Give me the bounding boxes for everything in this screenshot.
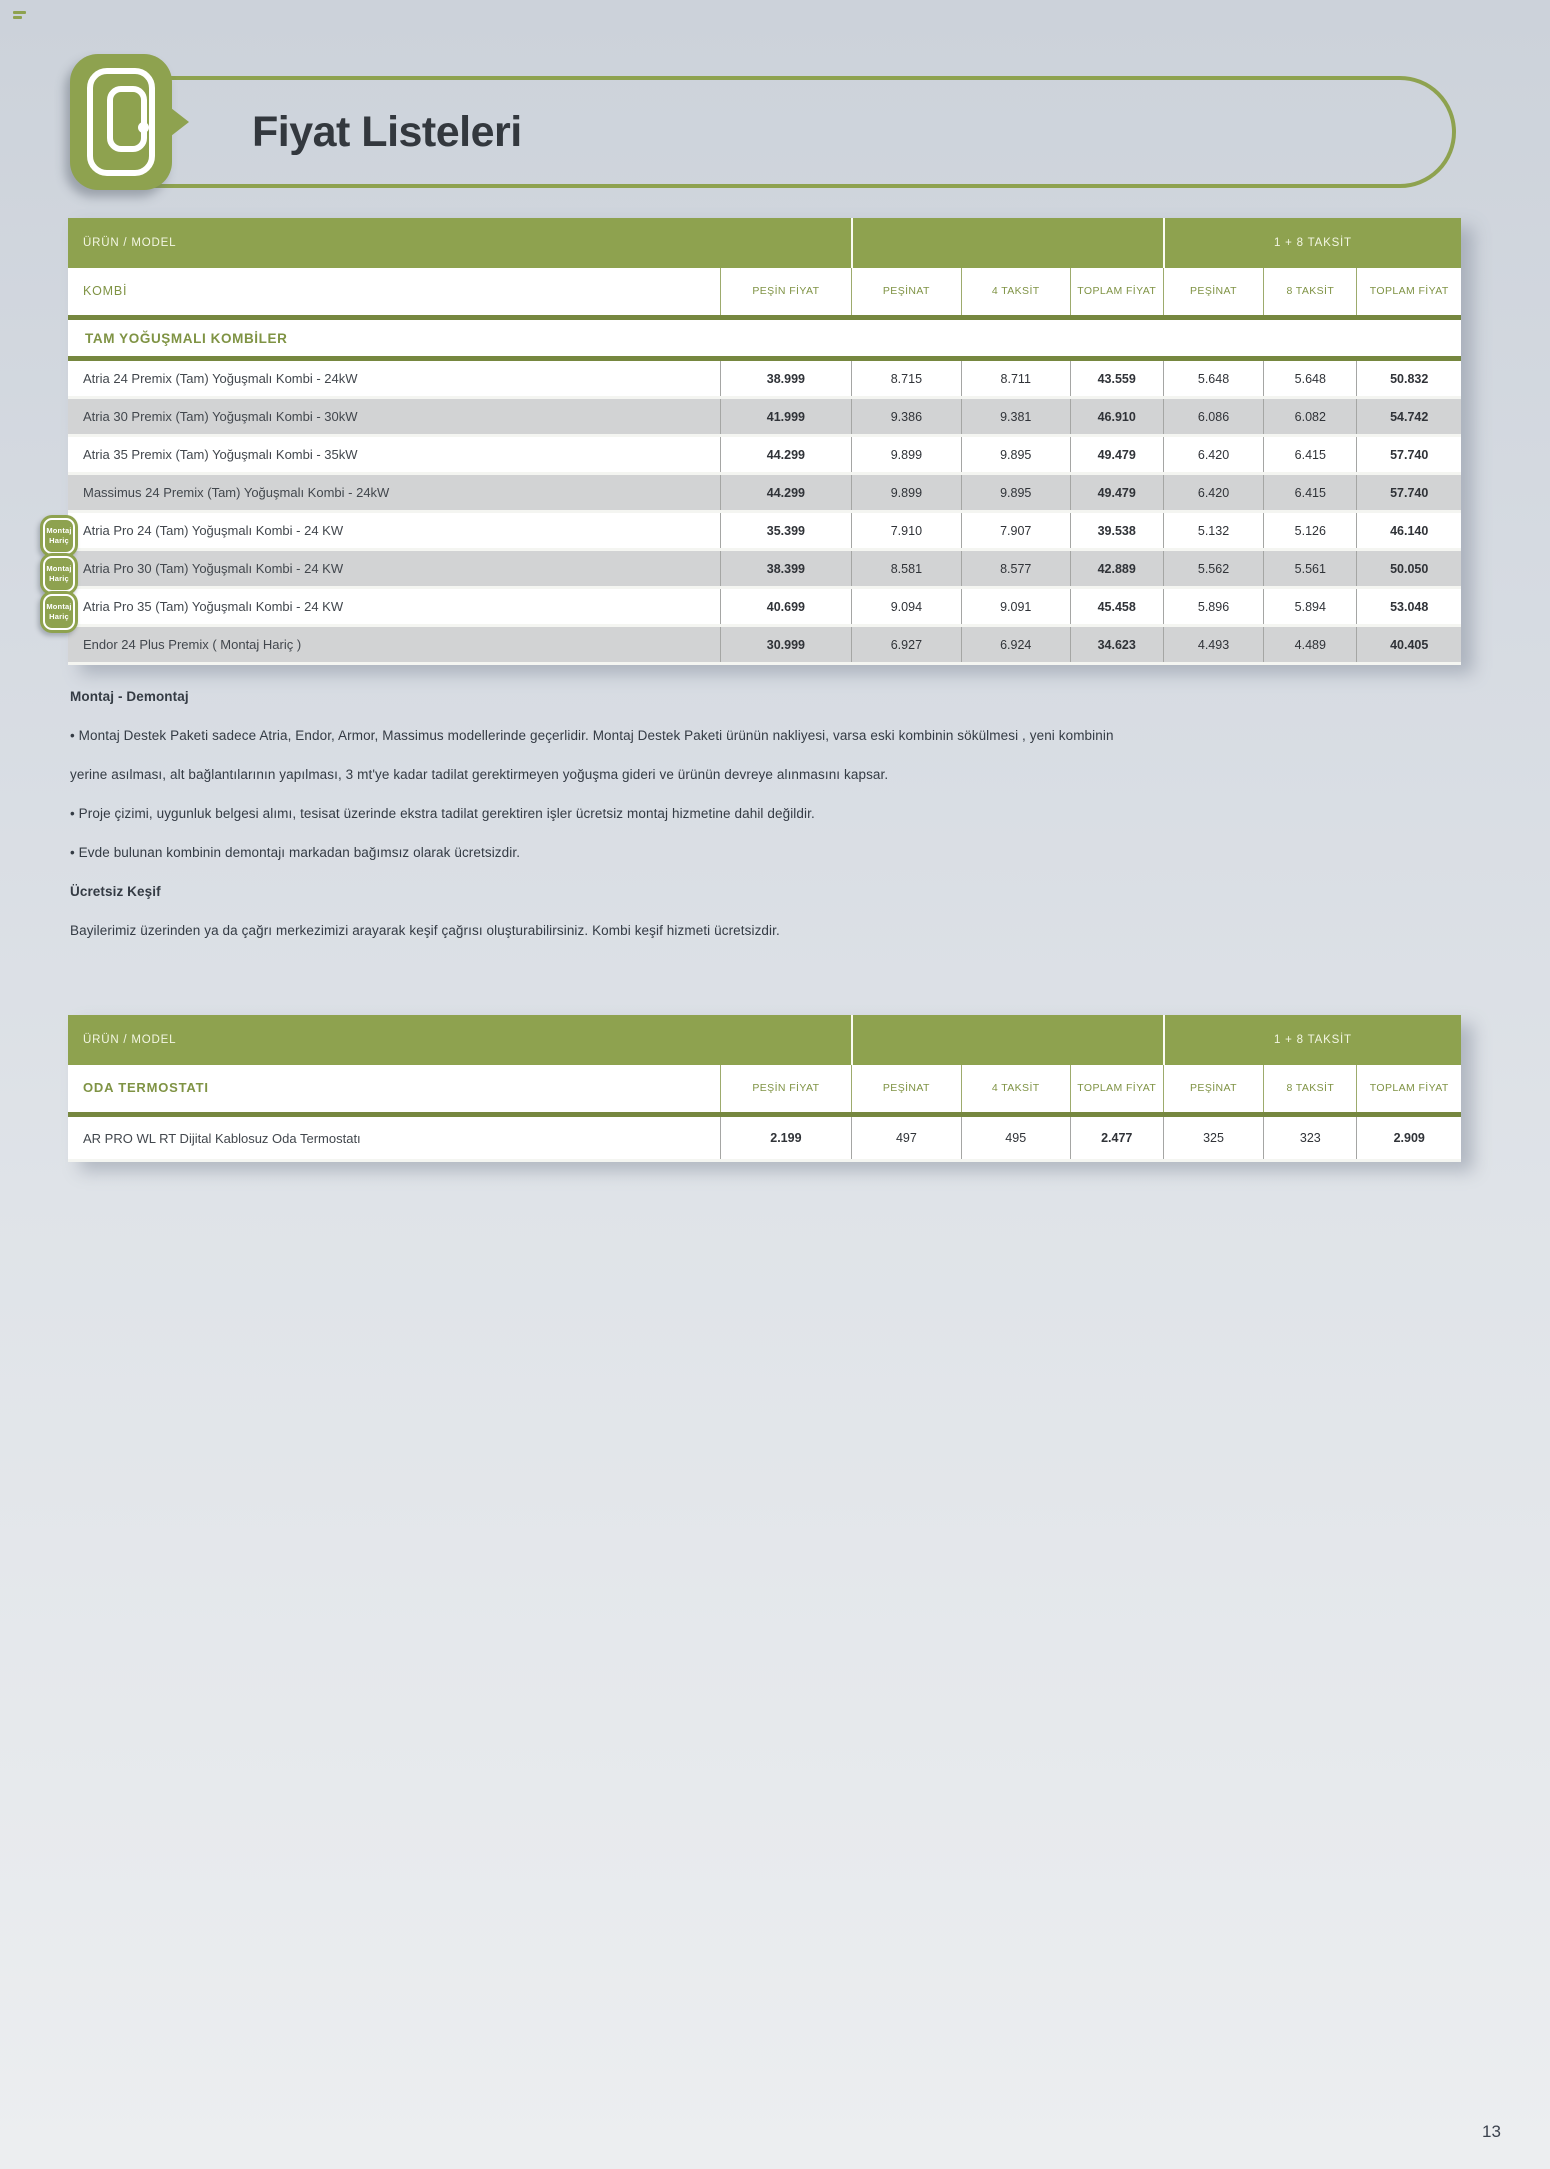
product-name: Atria Pro 35 (Tam) Yoğuşmalı Kombi - 24 KW [83, 599, 344, 614]
notes-heading: Ücretsiz Keşif [70, 884, 161, 899]
column-header: TOPLAM FİYAT [1356, 268, 1460, 315]
note-line: • Evde bulunan kombinin demontajı markadan bağımsız olarak ücretsizdir. [70, 845, 521, 860]
price-cell: 53.048 [1356, 589, 1460, 624]
table-row [68, 627, 1461, 665]
price-cell: 6.082 [1263, 399, 1356, 434]
price-cell: 34.623 [1070, 627, 1163, 662]
price-cell: 2.477 [1070, 1117, 1163, 1159]
price-cell: 6.927 [851, 627, 961, 662]
price-cell: 44.299 [720, 437, 851, 472]
price-cell: 4.493 [1163, 627, 1263, 662]
montaj-haric-badge [40, 515, 78, 557]
price-cell: 44.299 [720, 475, 851, 510]
table-group-header [68, 218, 1461, 268]
badge-text: Hariç [49, 612, 69, 621]
column-header: 4 TAKSİT [961, 268, 1070, 315]
notes-block [70, 688, 1460, 961]
badge-text: Hariç [49, 536, 69, 545]
page-title: Fiyat Listeleri [252, 108, 522, 156]
price-cell: 7.907 [961, 513, 1070, 548]
product-name: Atria 30 Premix (Tam) Yoğuşmalı Kombi - 30kW [83, 409, 358, 424]
price-cell: 57.740 [1356, 437, 1460, 472]
price-cell: 495 [961, 1117, 1070, 1159]
price-cell: 5.648 [1263, 361, 1356, 396]
price-cell: 35.399 [720, 513, 851, 548]
price-cell: 5.894 [1263, 589, 1356, 624]
badge-text: Montaj [46, 564, 72, 574]
table-column-headers [68, 1065, 1461, 1117]
product-name: Atria 24 Premix (Tam) Yoğuşmalı Kombi - 24kW [83, 371, 358, 386]
price-cell: 9.895 [961, 437, 1070, 472]
column-header: 4 TAKSİT [961, 1065, 1070, 1112]
price-cell: 9.899 [851, 437, 961, 472]
notes-heading: Montaj - Demontaj [70, 689, 189, 704]
kombi-price-table [68, 218, 1461, 665]
price-cell: 38.999 [720, 361, 851, 396]
table-row [68, 551, 1461, 589]
badge-text: Hariç [49, 574, 69, 583]
price-cell: 8.711 [961, 361, 1070, 396]
price-cell: 50.832 [1356, 361, 1460, 396]
price-cell: 38.399 [720, 551, 851, 586]
product-name: Atria 35 Premix (Tam) Yoğuşmalı Kombi - 35kW [83, 447, 358, 462]
column-header: PEŞİNAT [851, 268, 961, 315]
price-cell: 4.489 [1263, 627, 1356, 662]
price-cell: 6.415 [1263, 475, 1356, 510]
group-header-middle [851, 1015, 1163, 1065]
column-header: PEŞİN FİYAT [720, 1065, 851, 1112]
boiler-icon-knob [138, 122, 149, 133]
table-column-headers [68, 268, 1461, 320]
table-row [68, 589, 1461, 627]
price-cell: 49.479 [1070, 475, 1163, 510]
price-cell: 46.910 [1070, 399, 1163, 434]
price-cell: 5.896 [1163, 589, 1263, 624]
column-header: PEŞİNAT [851, 1065, 961, 1112]
boiler-icon-frame [87, 68, 155, 176]
price-cell: 5.132 [1163, 513, 1263, 548]
group-header-installments: 1 + 8 TAKSİT [1163, 218, 1461, 268]
column-header: PEŞİNAT [1163, 268, 1263, 315]
product-name: Atria Pro 30 (Tam) Yoğuşmalı Kombi - 24 KW [83, 561, 344, 576]
price-cell: 9.381 [961, 399, 1070, 434]
price-cell: 6.924 [961, 627, 1070, 662]
oda-termostati-price-table [68, 1015, 1461, 1162]
column-header: TOPLAM FİYAT [1356, 1065, 1460, 1112]
price-cell: 497 [851, 1117, 961, 1159]
price-cell: 42.889 [1070, 551, 1163, 586]
table-rows [68, 361, 1461, 665]
badge-text: Montaj [46, 526, 72, 536]
page-number: 13 [1482, 2122, 1501, 2141]
price-cell: 54.742 [1356, 399, 1460, 434]
subsection-header: TAM YOĞUŞMALI KOMBİLER [68, 320, 1461, 361]
product-name: Endor 24 Plus Premix ( Montaj Hariç ) [83, 637, 302, 652]
section-label: ODA TERMOSTATI [83, 1080, 209, 1096]
price-cell: 40.405 [1356, 627, 1460, 662]
price-cell: 8.581 [851, 551, 961, 586]
price-cell: 49.479 [1070, 437, 1163, 472]
product-name: Atria Pro 24 (Tam) Yoğuşmalı Kombi - 24 KW [83, 523, 344, 538]
price-cell: 8.715 [851, 361, 961, 396]
price-cell: 6.415 [1263, 437, 1356, 472]
price-cell: 2.199 [720, 1117, 851, 1159]
note-line: Bayilerimiz üzerinden ya da çağrı merkezimizi arayarak keşif çağrısı oluşturabilirsiniz. Kombi keşif hizmeti ücretsizdir. [70, 923, 780, 938]
price-cell: 8.577 [961, 551, 1070, 586]
price-cell: 5.648 [1163, 361, 1263, 396]
price-cell: 2.909 [1356, 1117, 1460, 1159]
price-cell: 40.699 [720, 589, 851, 624]
table-row [68, 361, 1461, 399]
corner-menu-icon [13, 11, 29, 23]
price-cell: 6.086 [1163, 399, 1263, 434]
group-header-installments: 1 + 8 TAKSİT [1163, 1015, 1461, 1065]
table-row [68, 437, 1461, 475]
price-cell: 9.895 [961, 475, 1070, 510]
price-cell: 5.561 [1263, 551, 1356, 586]
note-line: • Proje çizimi, uygunluk belgesi alımı, tesisat üzerinde ekstra tadilat gerektiren işler ücretsiz montaj hizmetine dahil değildir. [70, 806, 815, 821]
column-header: TOPLAM FİYAT [1070, 268, 1163, 315]
note-line: yerine asılması, alt bağlantılarının yapılması, 3 mt'ye kadar tadilat gerektirmeyen yoğuşma gideri ve ürünün devreye alınmasını kapsar. [70, 767, 889, 782]
price-cell: 41.999 [720, 399, 851, 434]
montaj-haric-badge [40, 591, 78, 633]
price-cell: 39.538 [1070, 513, 1163, 548]
group-header-middle [851, 218, 1163, 268]
boiler-icon [70, 54, 172, 190]
price-cell: 9.094 [851, 589, 961, 624]
column-header: 8 TAKSİT [1263, 1065, 1356, 1112]
column-header: TOPLAM FİYAT [1070, 1065, 1163, 1112]
price-cell: 57.740 [1356, 475, 1460, 510]
group-header-product: ÜRÜN / MODEL [83, 1034, 177, 1046]
price-cell: 5.126 [1263, 513, 1356, 548]
table-row [68, 513, 1461, 551]
table-row [68, 475, 1461, 513]
product-name: AR PRO WL RT Dijital Kablosuz Oda Termostatı [83, 1130, 361, 1146]
boiler-icon-body [107, 86, 147, 152]
price-cell: 45.458 [1070, 589, 1163, 624]
price-cell: 7.910 [851, 513, 961, 548]
table-rows [68, 1117, 1461, 1162]
badge-text: Montaj [46, 602, 72, 612]
price-cell: 323 [1263, 1117, 1356, 1159]
price-cell: 30.999 [720, 627, 851, 662]
price-cell: 43.559 [1070, 361, 1163, 396]
price-cell: 46.140 [1356, 513, 1460, 548]
price-cell: 50.050 [1356, 551, 1460, 586]
column-header: 8 TAKSİT [1263, 268, 1356, 315]
price-cell: 6.420 [1163, 475, 1263, 510]
price-cell: 9.386 [851, 399, 961, 434]
price-cell: 6.420 [1163, 437, 1263, 472]
product-name: Massimus 24 Premix (Tam) Yoğuşmalı Kombi - 24kW [83, 485, 390, 500]
table-row [68, 399, 1461, 437]
group-header-product: ÜRÜN / MODEL [83, 237, 177, 249]
table-group-header [68, 1015, 1461, 1065]
montaj-haric-badge [40, 553, 78, 595]
arrow-right-icon [171, 108, 189, 136]
section-label: KOMBİ [83, 284, 128, 299]
column-header: PEŞİNAT [1163, 1065, 1263, 1112]
price-cell: 5.562 [1163, 551, 1263, 586]
column-header: PEŞİN FİYAT [720, 268, 851, 315]
price-cell: 9.899 [851, 475, 961, 510]
price-cell: 325 [1163, 1117, 1263, 1159]
note-line: • Montaj Destek Paketi sadece Atria, Endor, Armor, Massimus modellerinde geçerlidir. Montaj Destek Paketi ürünün nakliyesi, varsa eski kombinin sökülmesi , yeni kombinin [70, 728, 1114, 743]
table-row [68, 1117, 1461, 1162]
price-cell: 9.091 [961, 589, 1070, 624]
